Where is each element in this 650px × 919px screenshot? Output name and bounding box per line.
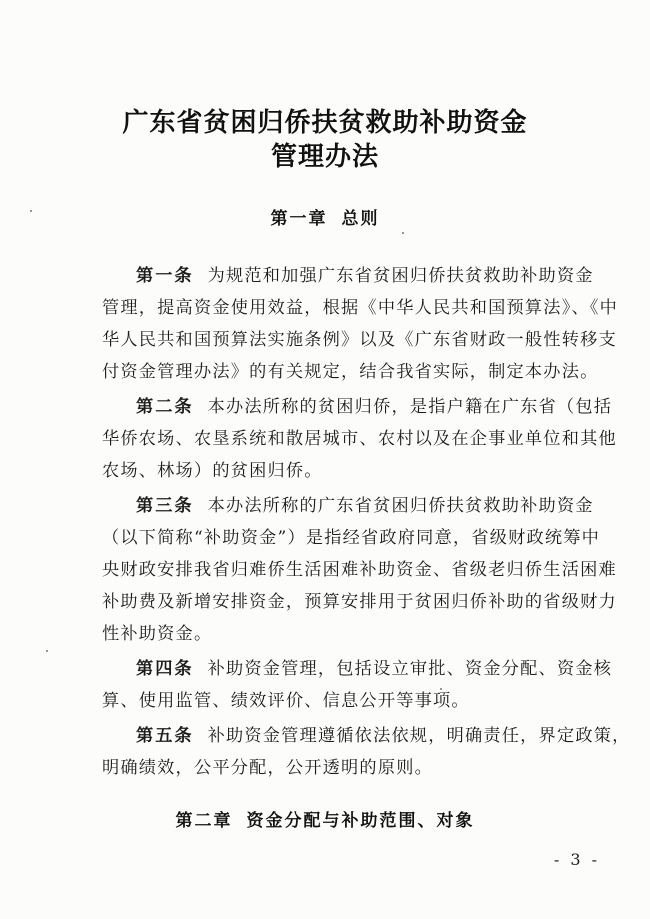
article-4-line-2: 算、使用监管、绩效评价、信息公开等事项。	[102, 691, 470, 711]
article-2-text-1: 本办法所称的贫困归侨，是指户籍在广东省（包括	[207, 397, 613, 417]
document-title-line2: 管理办法	[270, 142, 379, 172]
chapter-2-heading	[0, 806, 650, 831]
article-1-text-1: 为规范和加强广东省贫困归侨扶贫救助补助资金	[207, 266, 594, 286]
article-3-line-5: 性补助资金。	[102, 624, 213, 644]
article-2-line-3: 农场、林场）的贫困归侨。	[102, 461, 323, 481]
article-1-label: 第一条	[136, 266, 194, 286]
chapter-1-number: 第一章	[270, 209, 328, 229]
article-4-text-1: 补助资金管理，包括设立审批、资金分配、资金核	[207, 659, 613, 679]
article-2-line-2: 华侨农场、农垦系统和散居城市、农村以及在企事业单位和其他	[102, 429, 617, 449]
chapter-2-name: 资金分配与补助范围、对象	[246, 811, 475, 831]
article-3-line-3: 央财政安排我省归难侨生活困难补助资金、省级老归侨生活困难	[102, 560, 617, 580]
chapter-2-number: 第二章	[175, 811, 233, 831]
chapter-1-heading	[0, 204, 650, 229]
article-3-line-1	[136, 495, 594, 517]
document-title-line1: 广东省贫困归侨扶贫救助补助资金	[122, 108, 528, 138]
page-number: - 3 -	[553, 850, 600, 869]
scan-speck	[30, 210, 32, 212]
article-3-line-4: 补助费及新增安排资金，预算安排用于贫困归侨补助的省级财力	[102, 592, 617, 612]
article-2-label: 第二条	[136, 397, 194, 417]
article-1-line-2: 管理，提高资金使用效益，根据《中华人民共和国预算法》、《中	[102, 298, 619, 318]
article-3-label: 第三条	[136, 496, 194, 516]
article-5-line-2: 明确绩效，公平分配，公开透明的原则。	[102, 758, 433, 778]
article-1-line-4: 付资金管理办法》的有关规定，结合我省实际，制定本办法。	[102, 362, 599, 382]
article-5-label: 第五条	[136, 726, 194, 746]
article-4-line-1	[136, 658, 613, 680]
scan-speck	[46, 650, 48, 652]
article-1-line-3: 华人民共和国预算法实施条例》以及《广东省财政一般性转移支	[102, 330, 617, 350]
article-2-line-1	[136, 396, 613, 418]
article-3-line-2: （以下简称“补助资金”）是指经省政府同意，省级财政统筹中	[102, 528, 601, 548]
article-5-line-1	[136, 725, 631, 747]
scan-speck	[402, 232, 404, 234]
scan-speck	[440, 688, 442, 690]
article-3-text-1: 本办法所称的广东省贫困归侨扶贫救助补助资金	[207, 496, 594, 516]
chapter-1-name: 总则	[341, 209, 380, 229]
article-5-text-1: 补助资金管理遵循依法依规，明确责任，界定政策，	[207, 726, 631, 746]
article-1-line-1	[136, 265, 594, 287]
article-4-label: 第四条	[136, 659, 194, 679]
